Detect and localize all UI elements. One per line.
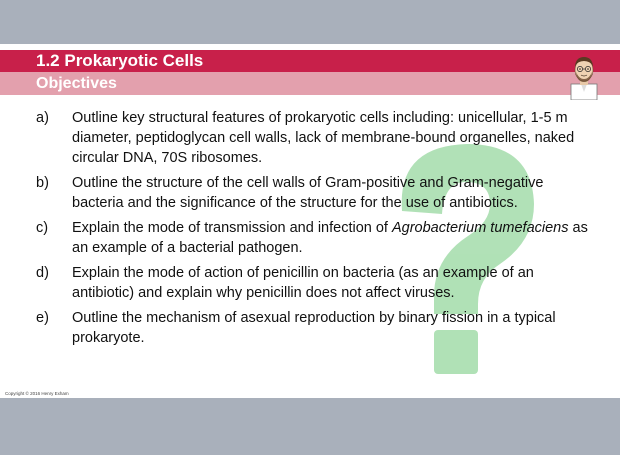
objective-text: Outline the mechanism of asexual reproduction by binary fission in a typical prokaryote. [72, 310, 556, 346]
objective-text: Explain the mode of action of penicillin on bacteria (as an example of an antibiotic) and explain why penicillin does not affect viruses. [72, 265, 534, 301]
organism-name: Agrobacterium tumefaciens [391, 220, 569, 236]
objective-letter: a) [36, 110, 49, 126]
objective-item [36, 263, 596, 303]
objective-letter: e) [36, 310, 49, 326]
objective-text: Outline key structural features of prokaryotic cells including: unicellular, 1-5 m diameter, peptidoglycan cell walls, lack of membrane-bound organelles, naked circular DNA, 70S ribosomes. [72, 110, 575, 166]
objective-text-end: as an example of a bacterial pathogen. [72, 220, 588, 256]
objective-item [36, 108, 596, 168]
objectives-list [36, 108, 596, 353]
objective-letter: b) [36, 175, 49, 191]
slide-title: 1.2 Prokaryotic Cells [36, 51, 204, 70]
objective-item [36, 218, 596, 258]
copyright-notice: Copyright © 2016 Henry Exham [5, 391, 69, 396]
objective-item [36, 308, 596, 348]
objective-text: Outline the structure of the cell walls of Gram-positive and Gram-negative bacteria and the significance of the structure for the use of antibiotics. [72, 175, 544, 211]
slide-subtitle: Objectives [36, 75, 117, 92]
slide [0, 44, 620, 398]
objective-letter: c) [36, 220, 49, 236]
objective-text: Explain the mode of transmission and infection of [72, 220, 392, 236]
teacher-avatar-icon [567, 54, 601, 100]
objective-letter: d) [36, 265, 49, 281]
objective-item [36, 173, 596, 213]
